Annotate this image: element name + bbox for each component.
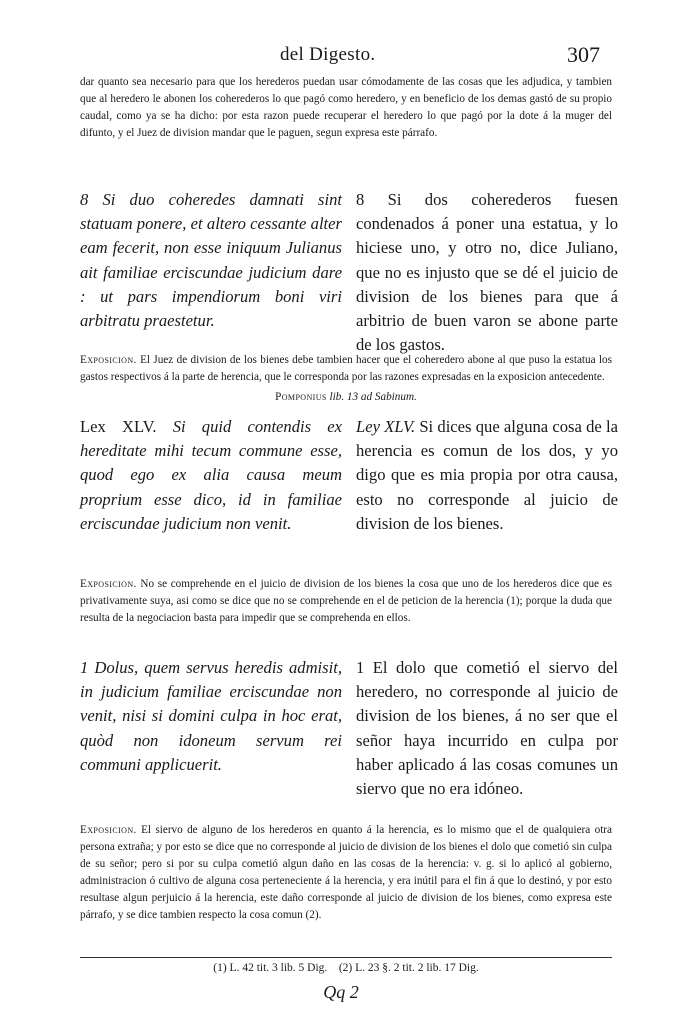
section-8-latin: 8 Si duo coheredes damnati sint statuam ponere, et altero cessante alter eam fecerit, non esse iniquum Julianus ait familiae erciscundae judicium dare : ut pars impendiorum boni viri arbitratu praestetur. [80, 190, 342, 331]
running-header [80, 44, 600, 72]
page-number: 307 [567, 42, 600, 67]
intro-paragraph [80, 74, 612, 142]
attribution-source: lib. 13 ad Sabinum. [329, 391, 417, 403]
footnotes [80, 962, 612, 974]
source-attribution [80, 391, 612, 403]
running-title: del Digesto. [280, 44, 376, 65]
signature-mark: Qq 2 [323, 982, 359, 1002]
exposition-1-text: El Juez de division de los bienes debe tambien hacer que el coheredero abone al que puso la estatua los gastos respectivos á la parte de herencia, que le corresponda por las razones expresadas en la exposicion antecedente. [80, 354, 612, 383]
intro-text: dar quanto sea necesario para que los herederos puedan usar cómodamente de las cosas que les adjudica, y tambien que al heredero le abonen los coherederos lo que pagó como heredero, y en beneficio de los demas gastó de su propio caudal, como ya se ha dicho: por esta razon puede recuperar el heredero lo que pagó por la dote á la muger del difunto, y el Juez de division mandar que le paguen, segun expresa este párrafo. [80, 76, 612, 139]
lex-45-latin: Si quid contendis ex hereditate mihi tecum commune esse, quod ego ex alia causa meum proprium esse dico, id in familiae erciscundae judicium non venit. [80, 417, 342, 533]
footnote-2: (2) L. 23 §. 2 tit. 2 lib. 17 Dig. [338, 962, 479, 974]
section-8-latin-column [80, 188, 342, 333]
lex-45-spanish-label: Ley XLV. [356, 417, 416, 436]
exposition-2-label: Exposicion. [80, 578, 137, 590]
section-1-spanish-column [356, 656, 618, 801]
section-1-latin-column [80, 656, 342, 777]
exposition-1-label: Exposicion. [80, 354, 137, 366]
footnote-1: (1) L. 42 tit. 3 lib. 5 Dig. [213, 962, 328, 974]
section-8-spanish: 8 Si dos coherederos fuesen condenados á poner una estatua, y lo hiciese uno, y otro no, dice Juliano, que no es injusto que se dé el juicio de division de los bienes para que á arbitrio de buen varon se abone parte de los gastos. [356, 190, 618, 355]
attribution-author: Pomponius [275, 391, 327, 403]
lex-45-spanish-column [356, 415, 618, 536]
section-1-latin: 1 Dolus, quem servus heredis admisit, in judicium familiae erciscundae non venit, nisi si domini culpa in hoc erat, quòd non idoneum servum rei communi applicuerit. [80, 658, 342, 774]
section-8-spanish-column [356, 188, 618, 357]
section-1-spanish: 1 El dolo que cometió el siervo del heredero, no corresponde al juicio de division de los bienes, á no ser que el señor haya incurrido en culpa por haber aplicado á las cosas comunes un siervo que no era idóneo. [356, 658, 618, 799]
exposition-2 [80, 576, 612, 627]
exposition-2-text: No se comprehende en el juicio de division de los bienes la cosa que uno de los herederos dice que es privativamente suya, asi como se dice que no se comprehende en el de peticion de la herencia (1); porque la duda que resulta de la negociacion basta para impedir que se comprehenda en ellos. [80, 578, 612, 624]
exposition-3-text: El siervo de alguno de los herederos en quanto á la herencia, es lo mismo que el de qualquiera otra persona extraña; y por esto se dice que no corresponde al juicio de division de los bienes el dolo que cometió sin culpa de su señor; pero si por su culpa cometió algun daño en las cosas de la herencia: v. g. si lo aplicó al gobierno, administracion ó cultivo de alguna cosa perteneciente á la herencia, y era inútil para el fin á que lo destinó, y por esto resultase algun perjuicio á la herencia, este daño corresponde al juicio de division de los bienes, como expresa este párrafo, y se dice tambien respecto la cosa comun (2). [80, 824, 613, 921]
footnote-divider [80, 957, 612, 958]
exposition-3 [80, 822, 612, 924]
lex-45-latin-label: Lex XLV. [80, 417, 157, 436]
exposition-1 [80, 352, 612, 386]
lex-45-latin-column [80, 415, 342, 536]
lex-45-spanish: Si dices que alguna cosa de la herencia es comun de los dos, y yo digo que es mia propia por otra causa, esto no corresponde al juicio de division de los bienes. [356, 417, 618, 533]
exposition-3-label: Exposicion. [80, 824, 137, 836]
